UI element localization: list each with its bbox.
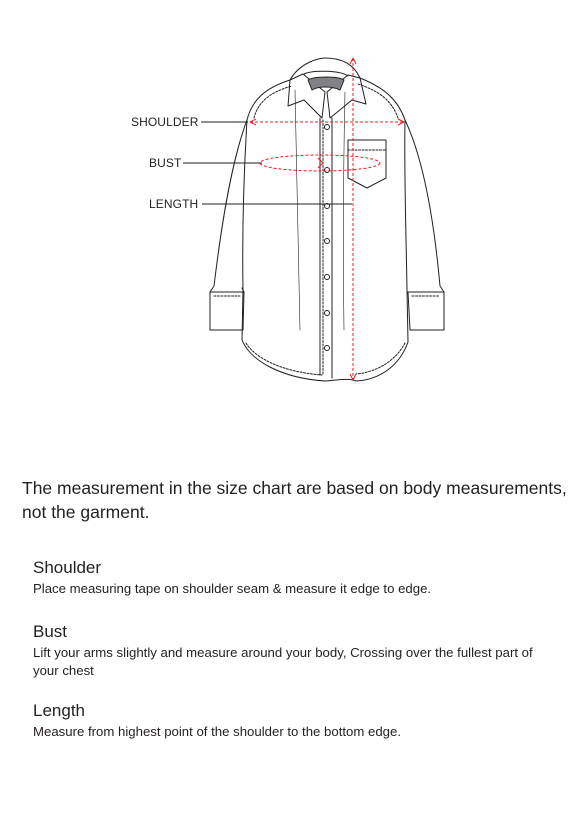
buttons <box>325 125 330 351</box>
shoulder-description: Place measuring tape on shoulder seam & measure it edge to edge. <box>33 581 432 596</box>
chest-pocket <box>348 140 386 188</box>
left-shoulder-line <box>247 80 290 120</box>
measurement-guides <box>250 58 404 380</box>
bust-title: Bust <box>33 622 68 641</box>
length-callout-label: LENGTH <box>149 197 199 211</box>
right-shoulder-line <box>360 78 405 120</box>
shoulder-section <box>33 557 553 598</box>
shoulder-title: Shoulder <box>33 558 102 577</box>
length-description: Measure from highest point of the shoulder to the bottom edge. <box>33 724 402 739</box>
collar-stand <box>308 77 344 90</box>
length-title: Length <box>33 701 85 720</box>
intro-text: The measurement in the size chart are based on body measurements, not the garment. <box>22 478 567 522</box>
shoulder-callout-label: SHOULDER <box>131 115 199 129</box>
bust-description: Lift your arms slightly and measure around your body, Crossing over the fullest part of your chest <box>33 645 533 678</box>
length-section <box>33 700 553 741</box>
bust-section <box>33 621 553 680</box>
left-sleeve <box>210 120 247 330</box>
right-sleeve <box>405 120 444 330</box>
bust-callout-label: BUST <box>149 156 182 170</box>
